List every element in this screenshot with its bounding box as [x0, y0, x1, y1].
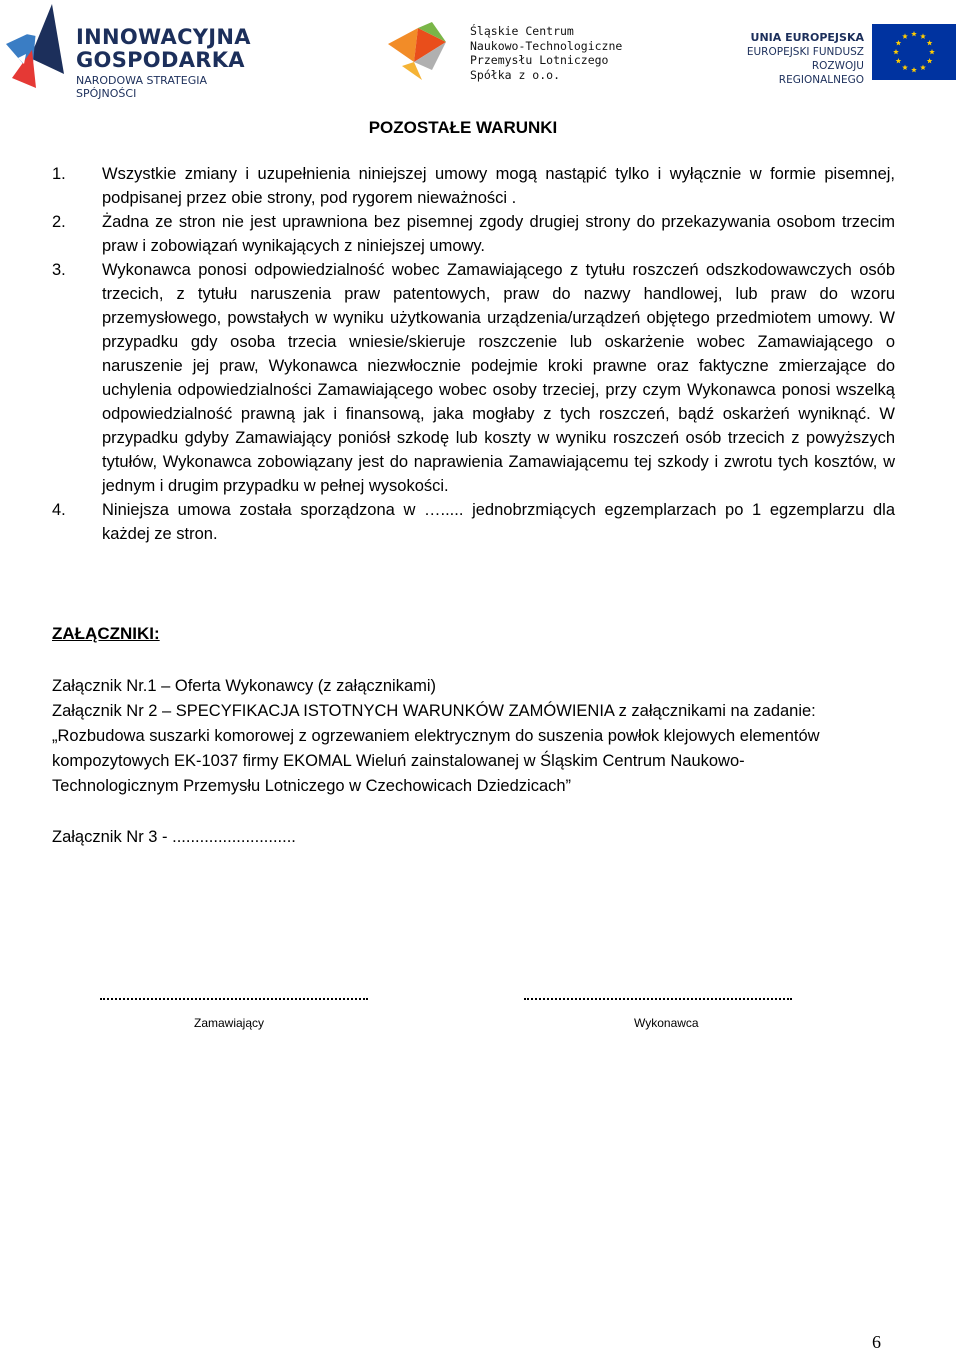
section-title: POZOSTAŁE WARUNKI	[368, 118, 558, 137]
item-number: 4.	[52, 501, 66, 519]
item-number: 2.	[52, 213, 66, 231]
scntpl-logo	[388, 22, 638, 82]
item-number: 1.	[52, 165, 66, 183]
list-item	[52, 498, 895, 546]
eu-line1: UNIA EUROPEJSKA	[750, 31, 864, 44]
list-item	[52, 258, 895, 498]
ig-wordmark	[76, 26, 266, 100]
ig-line1: INNOWACYJNA	[76, 25, 251, 49]
list-item	[52, 210, 895, 258]
eu-line2: EUROPEJSKI FUNDUSZ	[746, 46, 864, 58]
list-item	[52, 162, 895, 210]
item-text: Wszystkie zmiany i uzupełnienia niniejszej umowy mogą nastąpić tylko i wyłącznie w formie pisemnej, podpisanej przez obie strony, pod rygorem nieważności .	[102, 165, 895, 207]
scntpl-line4: Spółka z o.o.	[470, 67, 561, 82]
scntpl-emblem-icon	[388, 22, 450, 80]
page-header	[0, 0, 960, 100]
scntpl-wordmark	[470, 24, 622, 82]
signature-label-left: Zamawiający	[194, 1016, 265, 1030]
attachment-2-line1: Załącznik Nr 2 – SPECYFIKACJA ISTOTNYCH WARUNKÓW ZAMÓWIENIA z załącznikami na zadanie:	[52, 702, 816, 720]
eu-logo	[724, 24, 956, 86]
ig-line3: NARODOWA STRATEGIA SPÓJNOŚCI	[76, 74, 208, 100]
attachment-2-line2: „Rozbudowa suszarki komorowej z ogrzewaniem elektrycznym do suszenia powłok klejowych elementów	[52, 727, 820, 745]
eu-flag-icon	[872, 24, 956, 80]
item-text: Żadna ze stron nie jest uprawniona bez pisemnej zgody drugiej strony do przekazywania osobom trzecim praw i zobowiązań wynikających z niniejszej umowy.	[102, 213, 895, 255]
signature-line-right	[524, 998, 792, 1000]
page-number: 6	[872, 1332, 881, 1352]
signature-line-left	[100, 998, 368, 1000]
eu-line3: ROZWOJU REGIONALNEGO	[778, 60, 864, 86]
item-number: 3.	[52, 261, 66, 279]
scntpl-line3: Przemysłu Lotniczego	[470, 53, 609, 67]
ig-line2: GOSPODARKA	[76, 48, 245, 72]
scntpl-line2: Naukowo-Technologiczne	[470, 38, 623, 53]
eu-wordmark	[724, 30, 864, 87]
innowacyjna-gospodarka-logo	[6, 4, 266, 100]
attachment-2-line3: kompozytowych EK-1037 firmy EKOMAL Wieluń zainstalowanej w Śląskim Centrum Naukowo-	[52, 752, 745, 770]
item-text: Niniejsza umowa została sporządzona w …..... jednobrzmiących egzemplarzach po 1 egzemplarzu dla każdej ze stron.	[102, 501, 895, 543]
ig-emblem-icon	[6, 4, 72, 90]
attachment-3: Załącznik Nr 3 - ...........................	[52, 828, 296, 846]
attachments-heading: ZAŁĄCZNIKI:	[52, 624, 160, 643]
attachment-2-line4: Technologicznym Przemysłu Lotniczego w Czechowicach Dziedzicach”	[52, 777, 572, 795]
item-text: Wykonawca ponosi odpowiedzialność wobec Zamawiającego z tytułu roszczeń odszkodowawczych osób trzecich, z tytułu naruszenia praw patentowych, praw do nazwy handlowej, lub praw do wzoru przemysłowego, powstałych w wyniku użytkowania urządzenia/urządzeń objętego przedmiotem umowy. W przypadku gdy osoba trzecia wniesie/skieruje roszczenie lub oskarżenie wobec Zamawiającego o naruszenie jej praw, Wykonawca niezwłocznie podejmie kroki prawne oraz faktyczne zmierzające do uchylenia odpowiedzialności Zamawiającego wobec osoby trzeciej, przy czym Wykonawca ponosi wszelką odpowiedzialność prawną jak i finansową, jaka mogłaby z tych roszczeń, bądź oskarżeń wyniknąć. W przypadku gdyby Zamawiający poniósł szkodę lub koszty w wyniku roszczeń osób trzecich z powyższych tytułów, Wykonawca zobowiązany jest do naprawienia Zamawiającemu tej szkody i zwrotu tych kosztów, w jednym i drugim przypadku w pełnej wysokości.	[102, 261, 895, 495]
attachment-1: Załącznik Nr.1 – Oferta Wykonawcy (z załącznikami)	[52, 677, 437, 695]
scntpl-line1: Śląskie Centrum	[470, 24, 574, 38]
conditions-list	[52, 162, 895, 546]
signature-label-right: Wykonawca	[634, 1016, 699, 1030]
